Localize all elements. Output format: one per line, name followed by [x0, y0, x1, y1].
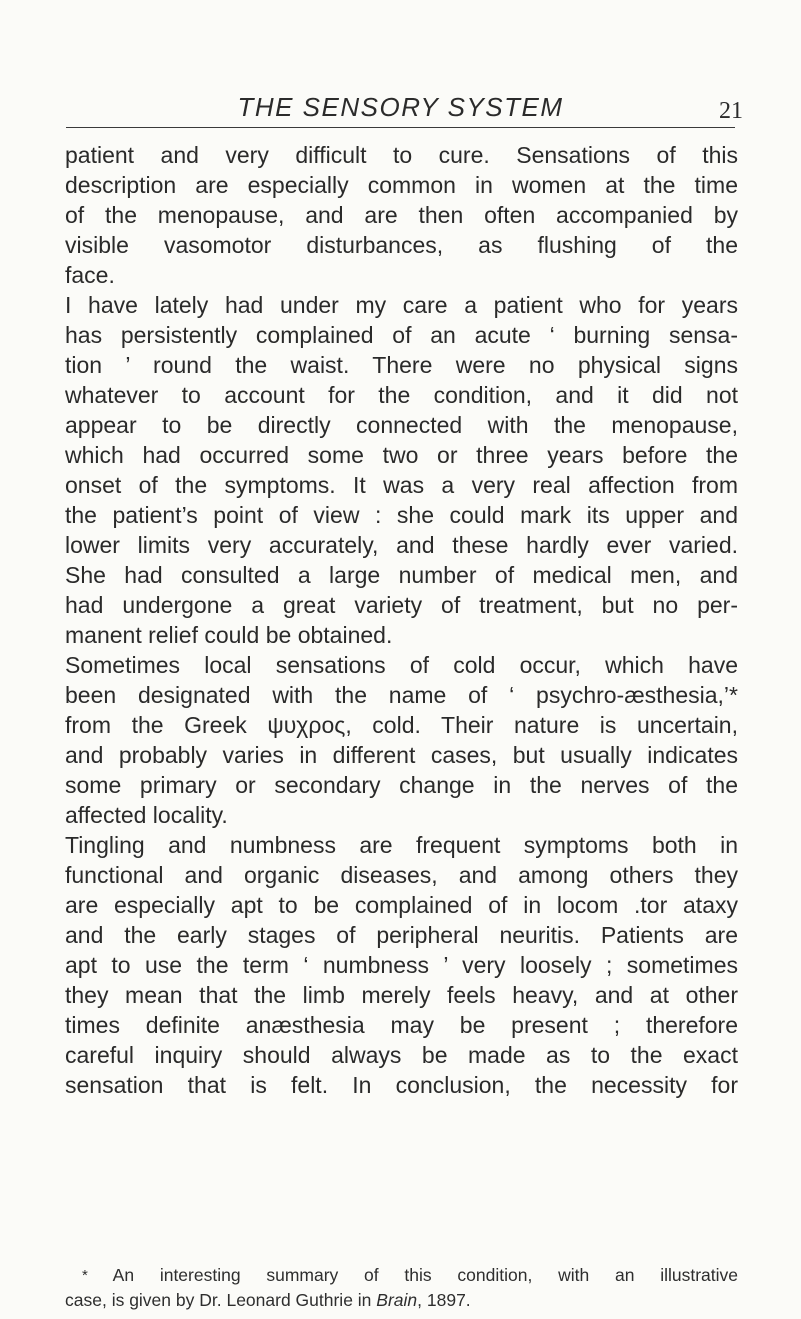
- running-head: [0, 92, 801, 128]
- text-line: tion ’ round the waist. There were no physical signs: [65, 352, 738, 378]
- text-line: they mean that the limb merely feels heavy, and at other: [65, 982, 738, 1008]
- page-number: 21: [719, 98, 743, 124]
- text-line: She had consulted a large number of medical men, and: [65, 562, 738, 588]
- text-line: apt to use the term ‘ numbness ’ very loosely ; sometimes: [65, 952, 738, 978]
- journal-title: Brain: [376, 1290, 418, 1310]
- header-rule: [66, 127, 735, 128]
- body-text: [65, 140, 738, 1100]
- text-line: visible vasomotor disturbances, as flushing of the: [65, 232, 738, 258]
- footnote-line: [65, 1263, 738, 1288]
- footnote-text: case, is given by Dr. Leonard Guthrie in: [65, 1290, 377, 1310]
- text-line: Sometimes local sensations of cold occur, which have: [65, 652, 738, 678]
- text-line: sensation that is felt. In conclusion, the necessity for: [65, 1072, 738, 1098]
- text-line: from the Greek ψυχρος, cold. Their nature is uncertain,: [65, 712, 738, 738]
- running-title: THE SENSORY SYSTEM: [237, 92, 564, 122]
- text-line: and the early stages of peripheral neuritis. Patients are: [65, 922, 738, 948]
- text-line: I have lately had under my care a patient who for years: [65, 292, 738, 318]
- text-line: has persistently complained of an acute ‘ burning sensa-: [65, 322, 738, 348]
- text-line: Tingling and numbness are frequent symptoms both in: [65, 832, 738, 858]
- footnote: [65, 1263, 738, 1313]
- text-line: and probably varies in different cases, but usually indicates: [65, 742, 738, 768]
- text-line: lower limits very accurately, and these hardly ever varied.: [65, 532, 738, 558]
- text-line: the patient’s point of view : she could mark its upper and: [65, 502, 738, 528]
- text-line: affected locality.: [65, 802, 228, 828]
- text-line: careful inquiry should always be made as to the exact: [65, 1042, 738, 1068]
- text-line: times definite anæsthesia may be present ; therefore: [65, 1012, 738, 1038]
- text-line: whatever to account for the condition, and it did not: [65, 382, 738, 408]
- text-line: patient and very difficult to cure. Sensations of this: [65, 142, 738, 168]
- text-line: appear to be directly connected with the menopause,: [65, 412, 738, 438]
- text-line: of the menopause, and are then often accompanied by: [65, 202, 738, 228]
- footnote-text: , 1897.: [417, 1290, 471, 1310]
- footnote-text: An interesting summary of this condition, with an illustrative: [112, 1265, 738, 1285]
- text-line: some primary or secondary change in the nerves of the: [65, 772, 738, 798]
- text-line: face.: [65, 262, 115, 288]
- footnote-line: [65, 1288, 738, 1313]
- text-line: which had occurred some two or three years before the: [65, 442, 738, 468]
- text-line: description are especially common in women at the time: [65, 172, 738, 198]
- text-line: manent relief could be obtained.: [65, 622, 393, 648]
- text-line: are especially apt to be complained of in locom .tor ataxy: [65, 892, 738, 918]
- text-line: functional and organic diseases, and among others they: [65, 862, 738, 888]
- text-line: onset of the symptoms. It was a very real affection from: [65, 472, 738, 498]
- text-line: had undergone a great variety of treatment, but no per-: [65, 592, 738, 618]
- footnote-marker: *: [82, 1267, 88, 1284]
- text-line: been designated with the name of ‘ psychro-æsthesia,’*: [65, 682, 738, 708]
